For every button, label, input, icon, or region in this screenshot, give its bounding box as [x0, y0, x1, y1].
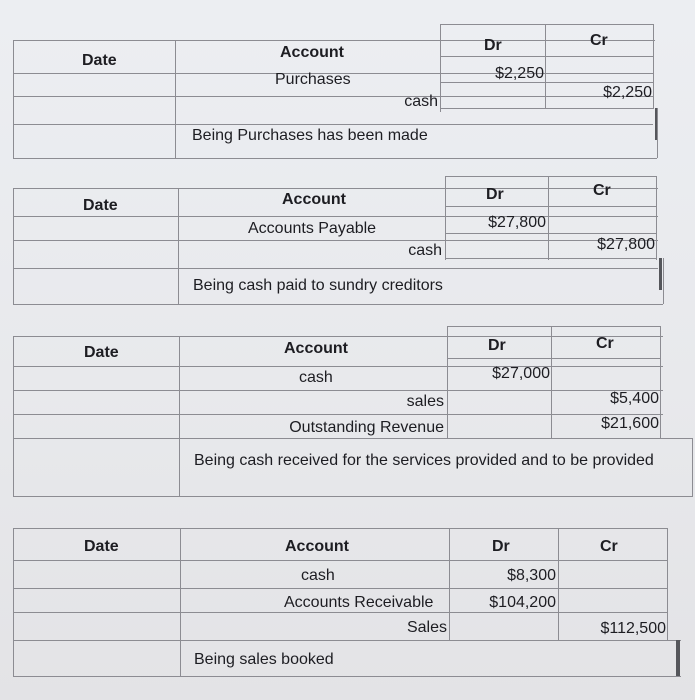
cr-header: Cr [596, 335, 614, 352]
account-name: Outstanding Revenue [289, 419, 444, 436]
credit-amount: $112,500 [600, 620, 666, 637]
date-header: Date [84, 344, 119, 361]
account-name: sales [406, 393, 444, 410]
account-name: Accounts Receivable [284, 594, 434, 611]
account-name: cash [301, 567, 335, 584]
cr-header: Cr [590, 32, 608, 49]
debit-amount: $27,000 [492, 365, 550, 382]
dr-header: Dr [486, 186, 504, 203]
date-header: Date [84, 538, 119, 555]
date-header: Date [83, 197, 118, 214]
credit-amount: $5,400 [610, 390, 659, 407]
narration: Being cash paid to sundry creditors [193, 277, 443, 294]
account-name: cash [404, 93, 438, 110]
credit-amount: $27,800 [597, 236, 655, 253]
date-header: Date [82, 52, 117, 69]
credit-amount: $2,250 [603, 84, 652, 101]
cr-header: Cr [600, 538, 618, 555]
narration: Being cash received for the services provided and to be provided [194, 452, 654, 469]
debit-amount: $2,250 [495, 65, 544, 82]
account-header: Account [280, 44, 344, 61]
account-name: Purchases [275, 71, 351, 88]
narration: Being Purchases has been made [192, 127, 428, 144]
account-name: Accounts Payable [248, 220, 377, 237]
account-header: Account [282, 191, 346, 208]
account-name: cash [408, 242, 442, 259]
narration: Being sales booked [194, 651, 334, 668]
account-name: Sales [406, 619, 447, 636]
debit-amount: $27,800 [488, 214, 546, 231]
credit-amount: $21,600 [601, 415, 659, 432]
account-name: cash [299, 369, 333, 386]
cr-header: Cr [593, 182, 611, 199]
debit-amount: $104,200 [489, 594, 556, 611]
dr-header: Dr [484, 37, 502, 54]
dr-header: Dr [492, 538, 510, 555]
dr-header: Dr [488, 337, 506, 354]
account-header: Account [285, 538, 349, 555]
account-header: Account [284, 340, 348, 357]
debit-amount: $8,300 [507, 567, 556, 584]
